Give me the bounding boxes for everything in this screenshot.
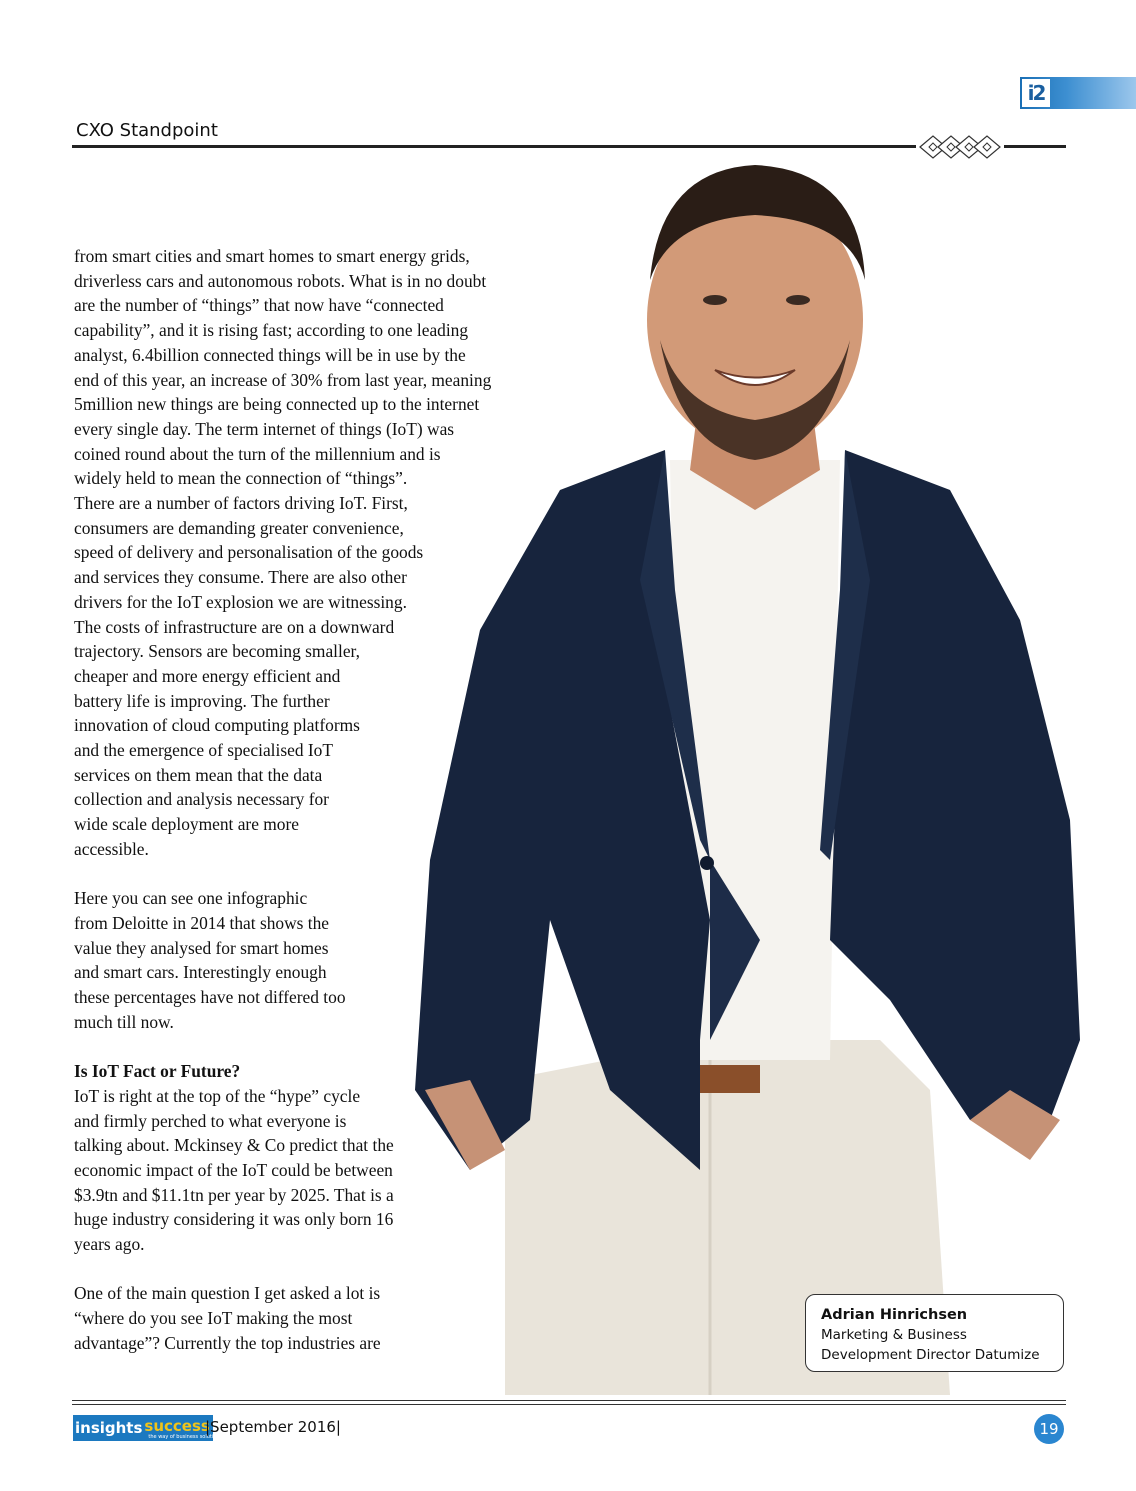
text-line: capability”, and it is rising fast; according to one leading [74,320,469,341]
text-line: huge industry considering it was only born 16 [74,1209,394,1230]
paragraph-1 [74,244,554,862]
text-line: and firmly perched to what everyone is [74,1110,347,1131]
text-line: Here you can see one infographic [74,888,308,909]
issue-date: |September 2016| [205,1418,341,1436]
text-line: advantage”? Currently the top industries are [74,1332,381,1353]
text-line: driverless cars and autonomous robots. What is in no doubt [74,270,487,291]
text-line: from Deloitte in 2014 that shows the [74,912,330,933]
text-line: much till now. [74,1011,174,1032]
text-line: every single day. The term internet of things (IoT) was [74,418,455,439]
photo-caption [805,1294,1064,1372]
paragraph-4 [74,1281,554,1355]
caption-name: Adrian Hinrichsen [821,1307,968,1323]
magazine-logo-icon: i2 [1022,79,1050,107]
text-line: consumers are demanding greater convenience, [74,517,404,538]
text-line: economic impact of the IoT could be between [74,1159,393,1180]
caption-role-line: Marketing & Business [821,1327,967,1343]
text-line: analyst, 6.4billion connected things will be in use by the [74,344,466,365]
text-line: “where do you see IoT making the most [74,1308,353,1329]
text-line: are the number of “things” that now have “connected [74,295,444,316]
text-line: wide scale deployment are more [74,814,300,835]
text-line: services on them mean that the data [74,764,323,785]
page-number: 19 [1034,1414,1064,1444]
text-line: drivers for the IoT explosion we are witnessing. [74,591,407,612]
text-line: collection and analysis necessary for [74,789,329,810]
text-line: One of the main question I get asked a lot is [74,1283,381,1304]
brand-tab [1020,77,1136,109]
text-line: trajectory. Sensors are becoming smaller, [74,641,360,662]
footer-divider [72,1404,1066,1405]
text-line: battery life is improving. The further [74,690,330,711]
section-title: CXO Standpoint [76,120,218,141]
text-line: these percentages have not differed too [74,987,346,1008]
paragraph-3 [74,1084,554,1257]
text-line: There are a number of factors driving IoT. First, [74,493,408,514]
text-line: from smart cities and smart homes to smart energy grids, [74,246,470,266]
paragraph-2 [74,886,554,1034]
subheading: Is IoT Fact or Future? [74,1061,241,1082]
text-line: 5million new things are being connected up to the internet [74,394,480,415]
insights-success-logo [73,1415,223,1441]
diamond-ornament-icon [916,132,1004,162]
footer-divider [72,1400,1066,1401]
logo-insights-text: insights [73,1415,144,1441]
text-line: end of this year, an increase of 30% from last year, meaning [74,369,492,390]
text-line: speed of delivery and personalisation of the goods [74,542,424,563]
text-line: years ago. [74,1234,145,1255]
text-line: coined round about the turn of the millennium and is [74,443,441,464]
logo-tagline: the way of business solutions [148,1434,223,1440]
text-line: accessible. [74,838,149,859]
logo-success-text: success the way of business solutions [144,1417,223,1440]
text-line: $3.9tn and $11.1tn per year by 2025. That is a [74,1184,394,1205]
text-line: The costs of infrastructure are on a downward [74,616,395,637]
text-line: cheaper and more energy efficient and [74,665,341,686]
text-line: widely held to mean the connection of “things”. [74,468,408,489]
text-line: and smart cars. Interestingly enough [74,962,327,983]
text-line: IoT is right at the top of the “hype” cycle [74,1085,361,1106]
text-line: value they analysed for smart homes [74,937,329,958]
text-line: and the emergence of specialised IoT [74,740,333,761]
text-line: innovation of cloud computing platforms [74,715,360,736]
text-line: talking about. Mckinsey & Co predict that the [74,1135,394,1156]
text-line: and services they consume. There are also other [74,567,407,588]
caption-role-line: Development Director Datumize [821,1347,1040,1363]
article-body [74,244,554,1356]
